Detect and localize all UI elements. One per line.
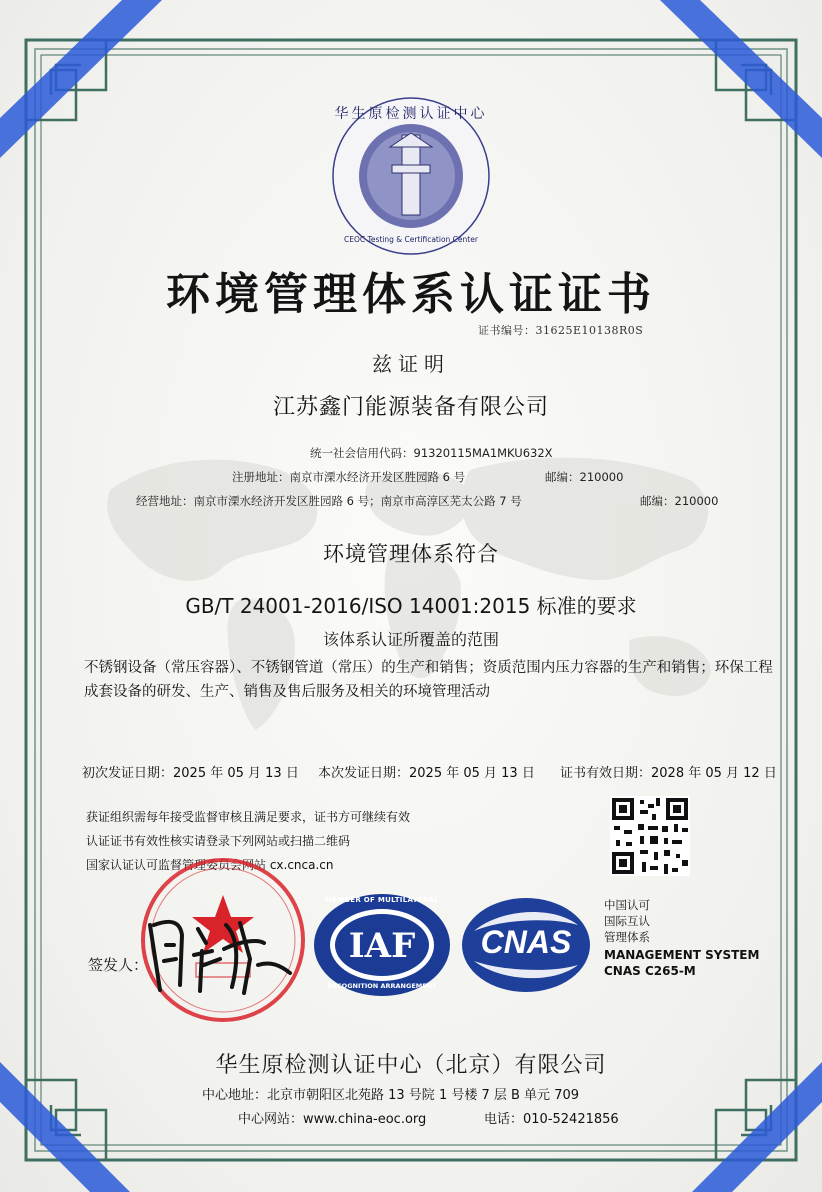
note-line-3: 国家认证认可监督管理委员会网站 cx.cnca.cn (86, 858, 334, 872)
scope-heading: 该体系认证所覆盖的范围 (322, 630, 499, 649)
issuer-phone: 电话：010-52421856 (484, 1112, 619, 1127)
business-address: 经营地址：南京市溧水经济开发区胜园路 6 号；南京市高淳区芜太公路 7 号 (136, 494, 522, 508)
accreditation-en-1: MANAGEMENT SYSTEM (604, 948, 760, 962)
logo-chinese-text: 华生原检测认证中心 (334, 106, 488, 122)
logo-ring-text: CEOC Testing & Certification Center (344, 235, 478, 244)
registered-postcode: 邮编：210000 (545, 470, 624, 484)
note-line-1: 获证组织需每年接受监督审核且满足要求，证书方可继续有效 (86, 810, 411, 824)
cnas-mark: CNAS (480, 924, 572, 960)
valid-until-date: 证书有效日期：2028 年 05 月 12 日 (560, 766, 777, 781)
initial-issue-date: 初次发证日期：2025 年 05 月 13 日 (82, 766, 299, 781)
certificate-title: 环境管理体系认证证书 (166, 269, 656, 320)
issuer-name: 华生原检测认证中心（北京）有限公司 (215, 1053, 607, 1078)
accreditation-cn-2: 国际互认 (604, 914, 650, 928)
company-name: 江苏鑫门能源装备有限公司 (272, 395, 549, 420)
standard-intro: 环境管理体系符合 (323, 542, 499, 566)
logo-text (330, 95, 492, 257)
business-postcode: 邮编：210000 (640, 494, 719, 508)
hereby-certify: 兹证明 (372, 352, 450, 376)
accreditation-en-2: CNAS C265-M (604, 964, 696, 978)
scope-text: 不锈钢设备（常压容器）、不锈钢管道（常压）的生产和销售；资质范围内压力容器的生产和销售；环保工程成套设备的研发、生产、销售及售后服务及相关的环境管理活动 (84, 660, 773, 700)
iaf-mark: IAF (348, 926, 416, 966)
accreditation-cn-3: 管理体系 (604, 930, 650, 944)
current-issue-date: 本次发证日期：2025 年 05 月 13 日 (318, 766, 535, 781)
registered-address: 注册地址：南京市溧水经济开发区胜园路 6 号 (232, 470, 466, 484)
certificate-number: 证书编号：31625E10138R0S (478, 324, 644, 337)
iaf-bottom-text: RECOGNITION ARRANGEMENT (327, 982, 437, 990)
issuer-address: 中心地址：北京市朝阳区北苑路 13 号院 1 号楼 7 层 B 单元 709 (202, 1088, 580, 1103)
credit-code: 统一社会信用代码：91320115MA1MKU632X (310, 446, 553, 460)
standard-name: GB/T 24001-2016/ISO 14001:2015 标准的要求 (185, 594, 637, 618)
issuer-website[interactable]: 中心网站：www.china-eoc.org (238, 1112, 427, 1127)
accreditation-cn-1: 中国认可 (604, 898, 650, 912)
iaf-top-text: MEMBER OF MULTILATERAL (325, 896, 439, 904)
signatory-label: 签发人： (88, 956, 149, 974)
qr-code-icon[interactable] (610, 796, 690, 876)
signature (140, 895, 300, 1005)
note-line-2: 认证证书有效性核实请登录下列网站或扫描二维码 (86, 834, 351, 848)
